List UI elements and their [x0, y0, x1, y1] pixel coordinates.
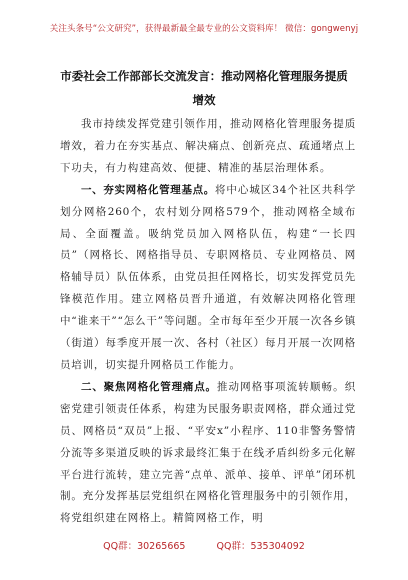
qq-group-2: QQ群：535304092 [216, 541, 305, 552]
paragraph-section-2 [60, 377, 356, 530]
header-banner: 关注头条号“公文研究”，获得最新最全最专业的公文资料库！ 微信：gongwenyj [49, 24, 359, 34]
title-line-1: 市委社会工作部部长交流发言：推动网格化管理服务提质 [60, 69, 348, 83]
paragraph-intro [60, 114, 356, 180]
document-title [40, 64, 368, 112]
document-body [60, 114, 356, 530]
section-heading: 一、夯实网格化管理基点。 [81, 183, 215, 196]
paragraph-text: 将中心城区34个社区共科学划分网格260个，农村划分网格579个，推动网格全域布局、全面覆盖。吸纳党员加入网格队伍，构建“一长四员”（网格长、网格指导员、专职网格员、专业网格员、网格辅导员）队伍体系，由党员担任网格长，切实发挥党员先锋模范作用。建立网格员晋升通道，有效解决网格化管理中“谁来干”“怎么干”等问题。全市每年至少开展一次各乡镇（街道）每季度开展一次、各村（社区）每月开展一次网格员培训，切实提升网格员工作能力。 [60, 183, 356, 371]
section-heading: 二、聚焦网格化管理痛点。 [81, 380, 217, 393]
title-line-2: 增效 [192, 93, 216, 107]
footer-contact [0, 538, 408, 552]
qq-group-1: QQ群：30265665 [103, 541, 186, 552]
paragraph-text: 推动网格事项流转顺畅。织密党建引领责任体系，构建为民服务职责网格，群众通过党员、网格员“双员”上报、“平安x”小程序、110非警务警情分流等多渠道反映的诉求最终汇集于在线矛盾纠纷多元化解平台进行流转，建立完善“点单、派单、接单、评单”闭环机制。充分发挥基层党组织在网格化管理服务中的引领作用，将党组织建在网格上。精简网格工作，明 [60, 380, 356, 525]
paragraph-section-1 [60, 180, 356, 377]
paragraph-text: 我市持续发挥党建引领作用，推动网格化管理服务提质增效，着力在夯实基点、解决痛点、创新亮点、疏通堵点上下功夫，有力构建高效、便捷、精准的基层治理体系。 [60, 118, 356, 174]
